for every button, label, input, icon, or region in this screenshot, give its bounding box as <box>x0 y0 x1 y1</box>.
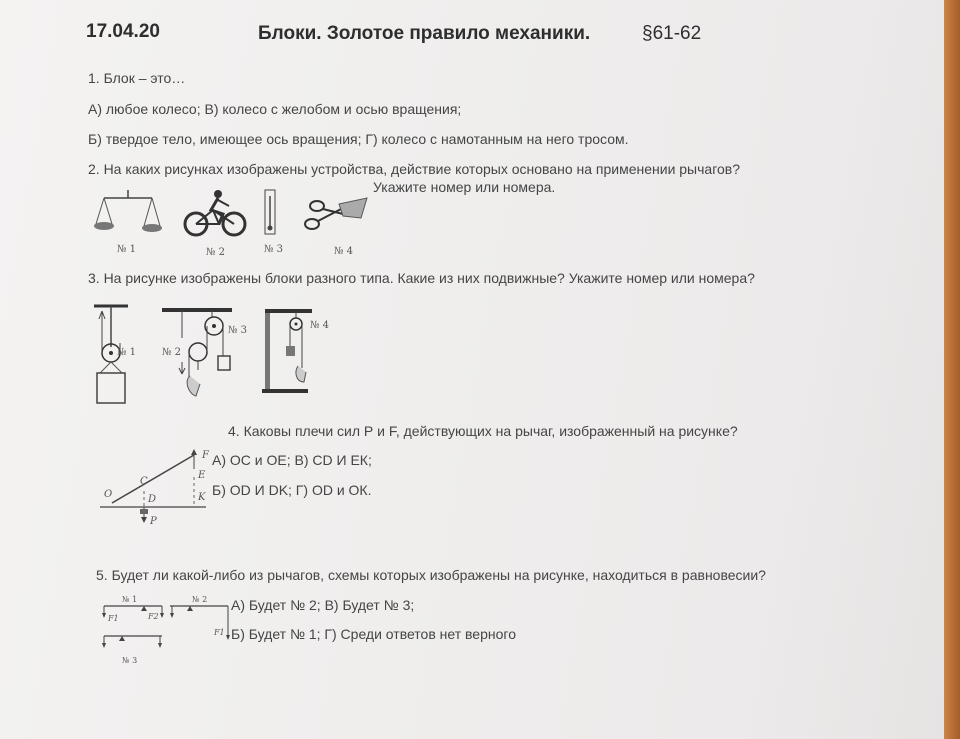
q4-options-av: А) ОС и ОЕ; В) CD И ЕК; <box>212 452 372 468</box>
q4-label-d: D <box>148 494 157 505</box>
q5-label-f1: F1 <box>108 614 119 623</box>
page-title: Блоки. Золотое правило механики. <box>258 23 591 44</box>
q2-cyclist-figure <box>183 188 247 240</box>
q4-options-bg: Б) OD И DK; Г) OD и ОК. <box>212 482 372 498</box>
q1-options-av: А) любое колесо; В) колесо с желобом и осью вращения; <box>88 101 462 117</box>
q5-text: 5. Будет ли какой-либо из рычагов, схемы которых изображены на рисунке, находиться в равновесии? <box>96 567 766 583</box>
q4-label-o: O <box>104 489 113 500</box>
q3-label-4: № 4 <box>310 320 330 331</box>
q4-label-p: P <box>150 516 157 527</box>
q2-label-4: № 4 <box>334 246 354 257</box>
q2-instruction: Укажите номер или номера. <box>373 179 556 195</box>
q3-label-2: № 2 <box>162 347 182 358</box>
q2-thermometer-figure <box>262 188 278 236</box>
table-edge <box>944 0 960 739</box>
q3-label-3: № 3 <box>228 325 248 336</box>
q2-text: 2. На каких рисунках изображены устройства, действие которых основано на применении рычагов? <box>88 161 741 177</box>
q3-block-3-4-figure <box>262 308 314 394</box>
q5-label-1: № 1 <box>122 595 138 604</box>
q2-label-1: № 1 <box>117 244 137 255</box>
q5-label-2: № 2 <box>192 595 208 604</box>
q4-label-k: K <box>198 492 206 503</box>
q2-label-2: № 2 <box>206 247 226 258</box>
q5-label-f1b: F1 <box>214 628 225 637</box>
q5-levers-diagram <box>100 598 232 654</box>
q1-options-bg: Б) твердое тело, имеющее ось вращения; Г) колесо с намотанным на него тросом. <box>88 131 629 147</box>
q4-label-c: C <box>140 476 148 487</box>
date: 17.04.20 <box>86 21 160 42</box>
q4-label-e: E <box>198 470 206 481</box>
q5-label-3: № 3 <box>122 656 138 665</box>
q5-label-f2: F2 <box>148 612 159 621</box>
q4-lever-diagram <box>100 447 212 527</box>
q1-text: 1. Блок – это… <box>88 70 186 86</box>
q2-scissors-figure <box>303 196 371 236</box>
q3-label-1: № 1 <box>117 347 137 358</box>
q4-text: 4. Каковы плечи сил Р и F, действующих на рычаг, изображенный на рисунке? <box>228 423 738 439</box>
q5-options-bg: Б) Будет № 1; Г) Среди ответов нет верного <box>231 626 516 642</box>
section-ref: §61-62 <box>642 23 702 44</box>
q4-label-f: F <box>202 450 209 461</box>
q2-scales-figure <box>94 188 164 243</box>
q5-options-av: А) Будет № 2; В) Будет № 3; <box>231 597 415 613</box>
q2-label-3: № 3 <box>264 244 284 255</box>
q3-text: 3. На рисунке изображены блоки разного типа. Какие из них подвижные? Укажите номер или номера? <box>88 270 755 286</box>
